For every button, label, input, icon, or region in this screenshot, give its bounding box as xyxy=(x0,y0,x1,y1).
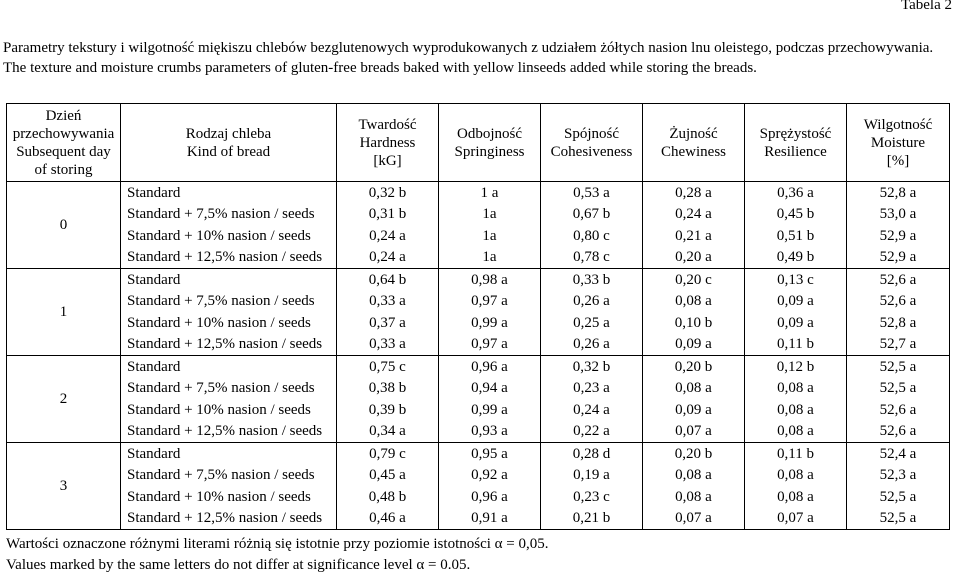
cohesiveness-cell: 0,25 a xyxy=(541,312,643,334)
moisture-cell: 52,3 a xyxy=(847,465,950,487)
resilience-cell: 0,45 b xyxy=(745,204,847,226)
cohesiveness-cell: 0,67 b xyxy=(541,204,643,226)
hardness-cell: 0,24 a xyxy=(337,225,439,247)
resilience-cell: 0,11 b xyxy=(745,443,847,465)
cohesiveness-cell: 0,26 a xyxy=(541,291,643,313)
springiness-cell: 0,99 a xyxy=(439,399,541,421)
table-row xyxy=(7,508,950,530)
cohesiveness-cell: 0,23 c xyxy=(541,486,643,508)
header-chewiness: Żujność Chewiness xyxy=(643,104,745,182)
table-row xyxy=(7,225,950,247)
resilience-cell: 0,11 b xyxy=(745,334,847,356)
resilience-cell: 0,36 a xyxy=(745,182,847,204)
table-row xyxy=(7,356,950,378)
moisture-cell: 52,5 a xyxy=(847,486,950,508)
chewiness-cell: 0,08 a xyxy=(643,291,745,313)
bread-kind-cell: Standard + 10% nasion / seeds xyxy=(121,399,337,421)
table-row xyxy=(7,204,950,226)
table-row xyxy=(7,312,950,334)
hardness-cell: 0,46 a xyxy=(337,508,439,530)
cohesiveness-cell: 0,21 b xyxy=(541,508,643,530)
springiness-cell: 1a xyxy=(439,247,541,269)
bread-kind-cell: Standard xyxy=(121,269,337,291)
bread-kind-cell: Standard + 12,5% nasion / seeds xyxy=(121,247,337,269)
table-row xyxy=(7,291,950,313)
table-row xyxy=(7,421,950,443)
chewiness-cell: 0,07 a xyxy=(643,421,745,443)
table-row xyxy=(7,443,950,465)
moisture-cell: 52,5 a xyxy=(847,356,950,378)
table-row xyxy=(7,378,950,400)
bread-kind-cell: Standard + 7,5% nasion / seeds xyxy=(121,465,337,487)
cohesiveness-cell: 0,53 a xyxy=(541,182,643,204)
hardness-cell: 0,34 a xyxy=(337,421,439,443)
springiness-cell: 0,96 a xyxy=(439,356,541,378)
springiness-cell: 1a xyxy=(439,204,541,226)
chewiness-cell: 0,09 a xyxy=(643,399,745,421)
cohesiveness-cell: 0,22 a xyxy=(541,421,643,443)
caption-polish: Parametry tekstury i wilgotność miękiszu chlebów bezglutenowych wyprodukowanych z udziałem żółtych nasion lnu oleistego, podczas przechowywania. xyxy=(3,40,934,56)
header-moisture: Wilgotność Moisture [%] xyxy=(847,104,950,182)
header-bread: Rodzaj chleba Kind of bread xyxy=(121,104,337,182)
moisture-cell: 52,7 a xyxy=(847,334,950,356)
moisture-cell: 52,8 a xyxy=(847,182,950,204)
table-body xyxy=(7,182,950,530)
bread-kind-cell: Standard + 12,5% nasion / seeds xyxy=(121,421,337,443)
hardness-cell: 0,38 b xyxy=(337,378,439,400)
cohesiveness-cell: 0,19 a xyxy=(541,465,643,487)
chewiness-cell: 0,28 a xyxy=(643,182,745,204)
springiness-cell: 0,95 a xyxy=(439,443,541,465)
resilience-cell: 0,08 a xyxy=(745,486,847,508)
header-springiness: Odbojność Springiness xyxy=(439,104,541,182)
table-row xyxy=(7,334,950,356)
moisture-cell: 52,9 a xyxy=(847,247,950,269)
cohesiveness-cell: 0,23 a xyxy=(541,378,643,400)
springiness-cell: 0,96 a xyxy=(439,486,541,508)
hardness-cell: 0,48 b xyxy=(337,486,439,508)
springiness-cell: 1a xyxy=(439,225,541,247)
bread-kind-cell: Standard + 10% nasion / seeds xyxy=(121,225,337,247)
resilience-cell: 0,08 a xyxy=(745,421,847,443)
springiness-cell: 0,97 a xyxy=(439,291,541,313)
table-row xyxy=(7,182,950,204)
chewiness-cell: 0,21 a xyxy=(643,225,745,247)
moisture-cell: 52,5 a xyxy=(847,378,950,400)
bread-kind-cell: Standard + 7,5% nasion / seeds xyxy=(121,378,337,400)
storage-day-cell: 1 xyxy=(7,269,121,356)
resilience-cell: 0,13 c xyxy=(745,269,847,291)
cohesiveness-cell: 0,28 d xyxy=(541,443,643,465)
bread-kind-cell: Standard + 10% nasion / seeds xyxy=(121,486,337,508)
table-row xyxy=(7,247,950,269)
springiness-cell: 0,98 a xyxy=(439,269,541,291)
moisture-cell: 53,0 a xyxy=(847,204,950,226)
springiness-cell: 1 a xyxy=(439,182,541,204)
cohesiveness-cell: 0,80 c xyxy=(541,225,643,247)
chewiness-cell: 0,20 a xyxy=(643,247,745,269)
moisture-cell: 52,8 a xyxy=(847,312,950,334)
header-day: Dzień przechowywania Subsequent day of storing xyxy=(7,104,121,182)
moisture-cell: 52,6 a xyxy=(847,291,950,313)
bread-kind-cell: Standard xyxy=(121,356,337,378)
storage-day-cell: 3 xyxy=(7,443,121,530)
header-hardness: Twardość Hardness [kG] xyxy=(337,104,439,182)
hardness-cell: 0,64 b xyxy=(337,269,439,291)
header-resilience: Sprężystość Resilience xyxy=(745,104,847,182)
header-row xyxy=(7,104,950,182)
header-cohesiveness: Spójność Cohesiveness xyxy=(541,104,643,182)
resilience-cell: 0,09 a xyxy=(745,312,847,334)
cohesiveness-cell: 0,24 a xyxy=(541,399,643,421)
hardness-cell: 0,24 a xyxy=(337,247,439,269)
springiness-cell: 0,93 a xyxy=(439,421,541,443)
resilience-cell: 0,09 a xyxy=(745,291,847,313)
springiness-cell: 0,99 a xyxy=(439,312,541,334)
chewiness-cell: 0,08 a xyxy=(643,486,745,508)
table-row xyxy=(7,269,950,291)
bread-kind-cell: Standard xyxy=(121,443,337,465)
chewiness-cell: 0,07 a xyxy=(643,508,745,530)
hardness-cell: 0,33 a xyxy=(337,291,439,313)
cohesiveness-cell: 0,33 b xyxy=(541,269,643,291)
chewiness-cell: 0,24 a xyxy=(643,204,745,226)
moisture-cell: 52,6 a xyxy=(847,269,950,291)
springiness-cell: 0,92 a xyxy=(439,465,541,487)
moisture-cell: 52,4 a xyxy=(847,443,950,465)
hardness-cell: 0,32 b xyxy=(337,182,439,204)
hardness-cell: 0,37 a xyxy=(337,312,439,334)
bread-kind-cell: Standard + 7,5% nasion / seeds xyxy=(121,291,337,313)
bread-kind-cell: Standard + 12,5% nasion / seeds xyxy=(121,508,337,530)
table-caption xyxy=(3,38,933,78)
chewiness-cell: 0,08 a xyxy=(643,465,745,487)
bread-kind-cell: Standard xyxy=(121,182,337,204)
resilience-cell: 0,51 b xyxy=(745,225,847,247)
chewiness-cell: 0,09 a xyxy=(643,334,745,356)
springiness-cell: 0,97 a xyxy=(439,334,541,356)
footnote-english: Values marked by the same letters do not differ at significance level α = 0.05. xyxy=(6,557,471,573)
moisture-cell: 52,6 a xyxy=(847,399,950,421)
chewiness-cell: 0,20 c xyxy=(643,269,745,291)
footnote-polish: Wartości oznaczone różnymi literami różnią się istotnie przy poziomie istotności α = 0,05. xyxy=(6,536,549,552)
hardness-cell: 0,45 a xyxy=(337,465,439,487)
resilience-cell: 0,12 b xyxy=(745,356,847,378)
cohesiveness-cell: 0,26 a xyxy=(541,334,643,356)
caption-english: The texture and moisture crumbs parameters of gluten-free breads baked with yellow linseeds added while storing the breads. xyxy=(3,60,757,76)
cohesiveness-cell: 0,32 b xyxy=(541,356,643,378)
chewiness-cell: 0,20 b xyxy=(643,443,745,465)
table-row xyxy=(7,399,950,421)
resilience-cell: 0,07 a xyxy=(745,508,847,530)
moisture-cell: 52,6 a xyxy=(847,421,950,443)
bread-kind-cell: Standard + 10% nasion / seeds xyxy=(121,312,337,334)
springiness-cell: 0,94 a xyxy=(439,378,541,400)
hardness-cell: 0,75 c xyxy=(337,356,439,378)
chewiness-cell: 0,10 b xyxy=(643,312,745,334)
table-label: Tabela 2 xyxy=(900,0,952,13)
data-table xyxy=(6,103,950,530)
footnote xyxy=(6,534,548,576)
hardness-cell: 0,79 c xyxy=(337,443,439,465)
resilience-cell: 0,49 b xyxy=(745,247,847,269)
storage-day-cell: 2 xyxy=(7,356,121,443)
chewiness-cell: 0,20 b xyxy=(643,356,745,378)
hardness-cell: 0,39 b xyxy=(337,399,439,421)
table-row xyxy=(7,486,950,508)
cohesiveness-cell: 0,78 c xyxy=(541,247,643,269)
moisture-cell: 52,5 a xyxy=(847,508,950,530)
bread-kind-cell: Standard + 12,5% nasion / seeds xyxy=(121,334,337,356)
chewiness-cell: 0,08 a xyxy=(643,378,745,400)
hardness-cell: 0,33 a xyxy=(337,334,439,356)
moisture-cell: 52,9 a xyxy=(847,225,950,247)
hardness-cell: 0,31 b xyxy=(337,204,439,226)
table-row xyxy=(7,465,950,487)
bread-kind-cell: Standard + 7,5% nasion / seeds xyxy=(121,204,337,226)
storage-day-cell: 0 xyxy=(7,182,121,269)
resilience-cell: 0,08 a xyxy=(745,378,847,400)
springiness-cell: 0,91 a xyxy=(439,508,541,530)
resilience-cell: 0,08 a xyxy=(745,465,847,487)
resilience-cell: 0,08 a xyxy=(745,399,847,421)
